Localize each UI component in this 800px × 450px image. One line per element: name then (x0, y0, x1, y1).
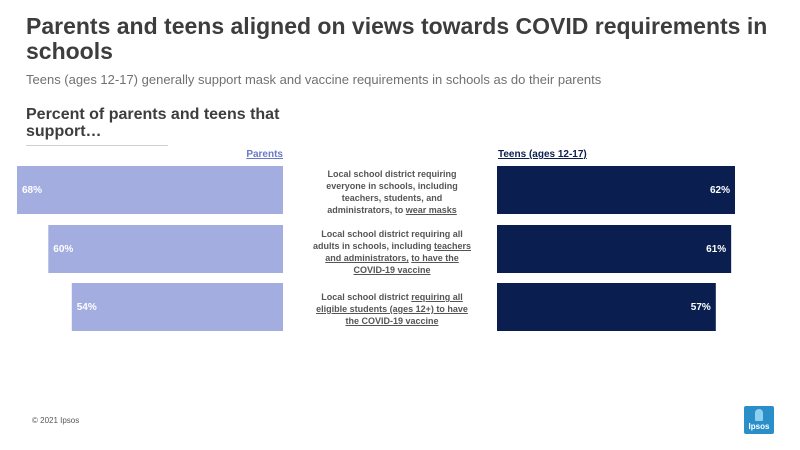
category-label-1-part-2: wear masks (405, 205, 457, 215)
ipsos-logo (744, 406, 774, 434)
category-label-1-part-1: Local school district requiring everyone in schools, including teachers, students, and administrators, to (326, 169, 458, 215)
bar-parents-2 (48, 225, 283, 273)
category-label-2 (312, 228, 472, 276)
category-label-2-part-1: Local school district requiring all adults in schools, including (312, 229, 463, 251)
bar-label-parents-1: 68% (22, 185, 43, 196)
legend-parents: Parents (246, 149, 283, 160)
bar-parents-1 (17, 166, 283, 214)
logo-mark (755, 409, 763, 421)
page-title: Parents and teens aligned on views towards COVID requirements in schools (26, 13, 768, 64)
bar-label-teens-1: 62% (709, 185, 730, 196)
category-label-2-part-2: teachers and administrators, (325, 241, 472, 263)
bar-teens-2 (497, 225, 731, 273)
category-label-2-part-4: to have the COVID-19 vaccine (353, 253, 459, 275)
category-label-3 (312, 291, 472, 327)
legend-teens: Teens (ages 12-17) (498, 149, 587, 160)
bar-label-parents-2: 60% (53, 244, 74, 255)
bar-teens-3 (497, 283, 716, 331)
bar-parents-3 (72, 283, 283, 331)
bar-label-parents-3: 54% (76, 302, 97, 313)
bar-label-teens-2: 61% (706, 244, 727, 255)
page-subtitle: Teens (ages 12-17) generally support mask and vaccine requirements in schools as do their parents (26, 72, 602, 87)
bar-teens-1 (497, 166, 735, 214)
bar-label-teens-3: 57% (690, 302, 711, 313)
logo-text: Ipsos (748, 422, 770, 431)
panel-heading: Percent of parents and teens that support… (26, 106, 280, 140)
category-label-3-part-1: Local school district (321, 292, 412, 302)
category-label-3-part-2: requiring all eligible students (ages 12+) to have the COVID-19 vaccine (316, 292, 468, 326)
category-label-1 (312, 168, 472, 216)
copyright-notice: © 2021 Ipsos (32, 416, 80, 425)
